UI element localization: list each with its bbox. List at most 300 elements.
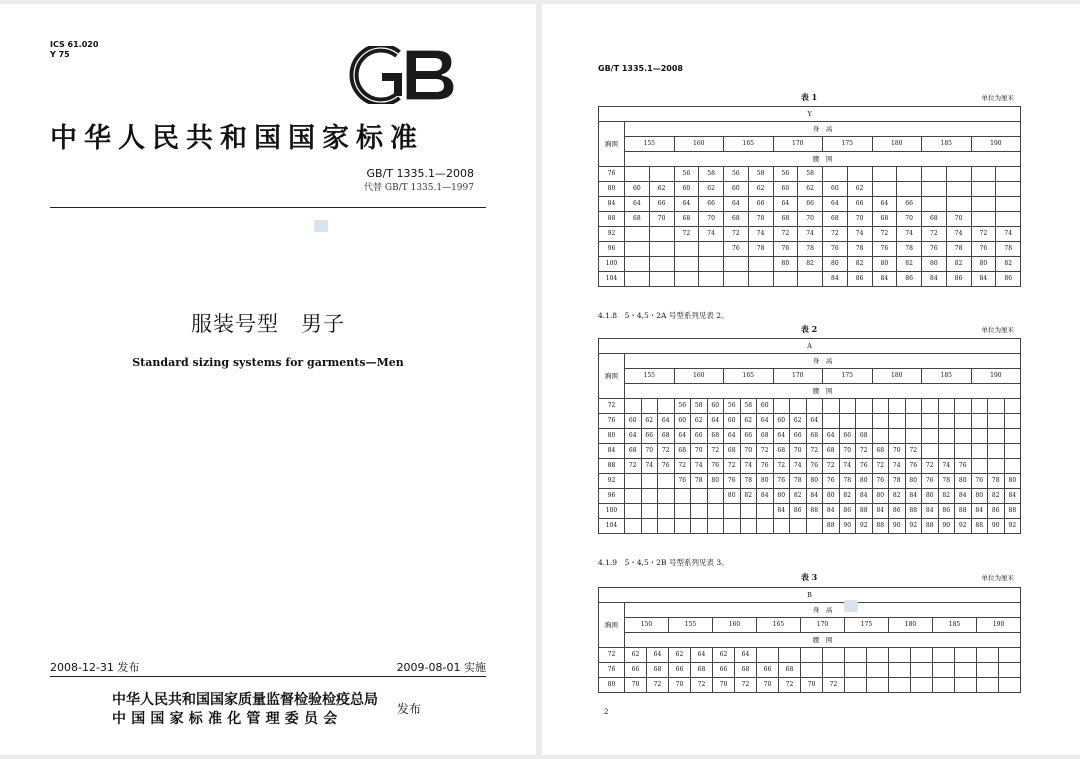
waist-value <box>946 182 971 197</box>
implementation-date: 2009-08-01 实施 <box>396 661 486 674</box>
standard-number: GB/T 1335.1—2008 <box>366 167 474 180</box>
table-2-caption <box>598 324 1020 336</box>
waist-value <box>674 257 699 272</box>
waist-value: 78 <box>988 474 1005 489</box>
waist-value <box>707 489 724 504</box>
waist-value: 68 <box>674 444 691 459</box>
height-value: 155 <box>625 369 675 384</box>
waist-value <box>1004 399 1021 414</box>
size-table-a <box>598 338 1021 534</box>
chest-value: 72 <box>599 399 625 414</box>
waist-value: 64 <box>724 429 741 444</box>
height-value: 155 <box>669 618 713 633</box>
gb-logo-icon <box>348 46 460 104</box>
height-value: 175 <box>845 618 889 633</box>
waist-value <box>971 399 988 414</box>
waist-value: 86 <box>889 504 906 519</box>
issue-word: 发布 <box>397 702 422 716</box>
waist-value: 80 <box>922 489 939 504</box>
standard-name-en: Standard sizing systems for garments—Men <box>132 356 404 369</box>
waist-value: 62 <box>798 182 823 197</box>
waist-value <box>674 242 699 257</box>
waist-value <box>658 489 675 504</box>
height-value: 150 <box>625 618 669 633</box>
chest-value: 88 <box>599 212 625 227</box>
table-row <box>599 519 1021 534</box>
chest-value: 92 <box>599 474 625 489</box>
waist-value: 74 <box>798 227 823 242</box>
waist-value: 70 <box>748 212 773 227</box>
waist-value: 68 <box>773 212 798 227</box>
running-header: GB/T 1335.1—2008 <box>598 64 683 73</box>
waist-value: 84 <box>971 504 988 519</box>
waist-value: 86 <box>938 504 955 519</box>
table-row <box>599 504 1021 519</box>
classification-codes <box>50 40 98 60</box>
waist-value: 64 <box>773 429 790 444</box>
waist-value: 76 <box>773 474 790 489</box>
waist-value: 88 <box>806 504 823 519</box>
waist-value: 76 <box>905 459 922 474</box>
waist-value: 66 <box>649 197 674 212</box>
waist-value: 68 <box>625 212 650 227</box>
waist-value: 70 <box>699 212 724 227</box>
waist-value: 80 <box>823 489 840 504</box>
waist-value: 88 <box>922 519 939 534</box>
waist-value <box>889 414 906 429</box>
waist-value <box>757 648 779 663</box>
table-row <box>599 444 1021 459</box>
waist-value: 62 <box>699 182 724 197</box>
chest-value: 104 <box>599 519 625 534</box>
height-value: 160 <box>713 618 757 633</box>
waist-value: 56 <box>724 167 749 182</box>
waist-value: 70 <box>669 678 691 693</box>
chest-value: 76 <box>599 414 625 429</box>
inner-page <box>542 4 1080 755</box>
waist-value: 72 <box>724 459 741 474</box>
waist-value <box>773 519 790 534</box>
waist-value: 74 <box>938 459 955 474</box>
waist-value: 84 <box>955 489 972 504</box>
waist-value <box>691 489 708 504</box>
waist-value: 76 <box>922 242 947 257</box>
waist-value: 72 <box>856 444 873 459</box>
waist-value: 86 <box>996 272 1021 287</box>
waist-value: 58 <box>798 167 823 182</box>
waist-value: 70 <box>790 444 807 459</box>
waist-value <box>946 167 971 182</box>
waist-value: 68 <box>806 429 823 444</box>
waist-value: 82 <box>946 257 971 272</box>
waist-value: 76 <box>823 474 840 489</box>
waist-value: 84 <box>856 489 873 504</box>
waist-value: 68 <box>872 212 897 227</box>
waist-value <box>999 678 1021 693</box>
waist-value: 76 <box>872 242 897 257</box>
waist-value: 72 <box>674 227 699 242</box>
waist-value: 88 <box>905 504 922 519</box>
waist-value <box>625 167 650 182</box>
waist-value: 68 <box>823 212 848 227</box>
waist-value: 72 <box>724 227 749 242</box>
height-value: 180 <box>889 618 933 633</box>
waist-value: 90 <box>988 519 1005 534</box>
waist-value: 70 <box>801 678 823 693</box>
height-value: 170 <box>801 618 845 633</box>
waist-value: 58 <box>691 399 708 414</box>
table-row <box>599 257 1021 272</box>
waist-value: 70 <box>740 444 757 459</box>
waist-value <box>889 648 911 663</box>
waist-value: 88 <box>823 519 840 534</box>
height-value: 165 <box>757 618 801 633</box>
waist-value: 80 <box>806 474 823 489</box>
waist-value: 76 <box>724 242 749 257</box>
waist-value: 80 <box>856 474 873 489</box>
waist-value: 68 <box>724 444 741 459</box>
waist-value: 74 <box>691 459 708 474</box>
waist-value: 82 <box>889 489 906 504</box>
waist-value: 88 <box>856 504 873 519</box>
waist-value <box>740 504 757 519</box>
waist-value <box>911 663 933 678</box>
waist-value <box>933 678 955 693</box>
waist-value <box>658 474 675 489</box>
waist-value <box>996 167 1021 182</box>
waist-value: 60 <box>724 182 749 197</box>
height-header: 身 高 <box>625 354 1021 369</box>
waist-value: 76 <box>955 459 972 474</box>
waist-value: 74 <box>946 227 971 242</box>
waist-value: 80 <box>773 257 798 272</box>
waist-value <box>649 227 674 242</box>
waist-value: 72 <box>773 459 790 474</box>
waist-value: 70 <box>691 444 708 459</box>
table-row <box>599 167 1021 182</box>
waist-value: 64 <box>872 197 897 212</box>
waist-value <box>999 648 1021 663</box>
waist-value: 64 <box>625 197 650 212</box>
waist-value: 68 <box>658 429 675 444</box>
waist-value: 92 <box>955 519 972 534</box>
waist-value: 64 <box>625 429 642 444</box>
waist-value <box>823 648 845 663</box>
waist-value <box>911 678 933 693</box>
height-header: 身 高 <box>625 122 1021 137</box>
waist-value <box>625 519 642 534</box>
waist-value: 74 <box>847 227 872 242</box>
waist-value: 58 <box>748 167 773 182</box>
waist-value: 68 <box>707 429 724 444</box>
waist-value: 84 <box>773 504 790 519</box>
waist-value <box>707 519 724 534</box>
waist-value: 62 <box>649 182 674 197</box>
waist-label-row <box>599 152 1021 167</box>
waist-value <box>856 399 873 414</box>
waist-value: 76 <box>922 474 939 489</box>
waist-value: 76 <box>971 242 996 257</box>
waist-value <box>933 663 955 678</box>
waist-value: 76 <box>674 474 691 489</box>
waist-value <box>872 399 889 414</box>
table-row <box>599 399 1021 414</box>
waist-value: 84 <box>823 272 848 287</box>
waist-value: 64 <box>674 197 699 212</box>
waist-value <box>658 519 675 534</box>
waist-value: 72 <box>691 678 713 693</box>
replaces-note: 代替 GB/T 1335.1—1997 <box>364 183 474 193</box>
waist-value: 72 <box>823 227 848 242</box>
waist-value <box>625 272 650 287</box>
waist-value: 66 <box>641 429 658 444</box>
waist-value <box>699 242 724 257</box>
waist-value: 80 <box>872 257 897 272</box>
waist-value <box>889 678 911 693</box>
table-1-title: 表 1 <box>800 92 818 102</box>
chest-value: 80 <box>599 429 625 444</box>
waist-value: 60 <box>773 182 798 197</box>
waist-value <box>674 519 691 534</box>
waist-value: 64 <box>773 197 798 212</box>
height-value: 185 <box>922 137 972 152</box>
waist-value: 70 <box>641 444 658 459</box>
waist-value: 90 <box>938 519 955 534</box>
waist-value <box>922 167 947 182</box>
waist-value: 92 <box>905 519 922 534</box>
waist-value <box>922 414 939 429</box>
standard-category-title: 中华人民共和国国家标准 <box>50 123 424 154</box>
waist-value: 72 <box>707 444 724 459</box>
issuer-line-1: 中华人民共和国国家质量监督检验检疫总局 <box>112 692 378 708</box>
waist-value: 92 <box>856 519 873 534</box>
waist-value <box>922 399 939 414</box>
waist-value <box>922 182 947 197</box>
waist-value <box>674 489 691 504</box>
waist-value: 76 <box>872 474 889 489</box>
waist-value <box>1004 414 1021 429</box>
waist-value <box>757 504 774 519</box>
table-2-title: 表 2 <box>800 324 818 334</box>
chest-value: 96 <box>599 489 625 504</box>
waist-value <box>748 272 773 287</box>
waist-value: 84 <box>806 489 823 504</box>
waist-value <box>649 272 674 287</box>
waist-value <box>938 414 955 429</box>
table-row <box>599 429 1021 444</box>
waist-value: 72 <box>779 678 801 693</box>
waist-value: 80 <box>955 474 972 489</box>
waist-value <box>971 414 988 429</box>
waist-value <box>707 504 724 519</box>
waist-header: 腰 围 <box>625 384 1021 399</box>
waist-value: 66 <box>691 429 708 444</box>
waist-value: 80 <box>971 489 988 504</box>
waist-value: 62 <box>790 414 807 429</box>
height-value: 160 <box>674 137 724 152</box>
waist-value <box>955 429 972 444</box>
waist-value: 80 <box>1004 474 1021 489</box>
waist-value: 80 <box>922 257 947 272</box>
waist-value <box>971 212 996 227</box>
waist-value: 76 <box>773 242 798 257</box>
waist-value: 62 <box>847 182 872 197</box>
waist-value <box>823 663 845 678</box>
waist-value: 86 <box>946 272 971 287</box>
size-table-b <box>598 587 1021 693</box>
waist-value: 72 <box>872 459 889 474</box>
heights-row <box>599 618 1021 633</box>
waist-value <box>971 459 988 474</box>
waist-value: 88 <box>1004 504 1021 519</box>
table-1-caption <box>598 92 1020 104</box>
waist-value <box>938 444 955 459</box>
waist-value <box>724 519 741 534</box>
waist-value: 84 <box>872 272 897 287</box>
chest-header: 胸围 <box>599 603 625 648</box>
table-3-unit: 单位为厘米 <box>981 574 1014 582</box>
waist-value <box>625 242 650 257</box>
waist-value <box>922 429 939 444</box>
chest-value: 84 <box>599 444 625 459</box>
waist-value: 80 <box>905 474 922 489</box>
waist-value: 72 <box>674 459 691 474</box>
clause-4-1-9: 4.1.9 5・4,5・2B 号型系列见表 3。 <box>598 558 729 567</box>
chest-value: 76 <box>599 167 625 182</box>
waist-value: 64 <box>757 414 774 429</box>
waist-value <box>988 429 1005 444</box>
waist-value: 66 <box>897 197 922 212</box>
waist-value <box>1004 429 1021 444</box>
waist-value <box>798 272 823 287</box>
waist-value <box>946 197 971 212</box>
waist-value <box>839 399 856 414</box>
waist-value <box>773 399 790 414</box>
waist-value: 74 <box>748 227 773 242</box>
table-row <box>599 197 1021 212</box>
waist-value: 86 <box>839 504 856 519</box>
waist-value <box>845 648 867 663</box>
waist-value: 70 <box>889 444 906 459</box>
waist-value <box>845 663 867 678</box>
waist-value: 82 <box>996 257 1021 272</box>
waist-value: 82 <box>740 489 757 504</box>
waist-value: 76 <box>658 459 675 474</box>
height-label-row <box>599 354 1021 369</box>
height-value: 160 <box>674 369 724 384</box>
waist-value <box>823 414 840 429</box>
waist-value: 68 <box>779 663 801 678</box>
waist-value: 60 <box>625 414 642 429</box>
waist-value <box>889 663 911 678</box>
waist-label-row <box>599 633 1021 648</box>
table-row <box>599 459 1021 474</box>
waist-value: 72 <box>658 444 675 459</box>
waist-value: 66 <box>748 197 773 212</box>
waist-value: 68 <box>691 663 713 678</box>
body-type-label: Y <box>599 107 1021 122</box>
height-value: 185 <box>933 618 977 633</box>
waist-value: 74 <box>996 227 1021 242</box>
waist-value <box>971 444 988 459</box>
waist-value <box>691 504 708 519</box>
waist-value <box>988 459 1005 474</box>
height-value: 180 <box>872 369 922 384</box>
waist-value <box>625 257 650 272</box>
waist-value: 74 <box>641 459 658 474</box>
table-row <box>599 212 1021 227</box>
waist-value: 84 <box>971 272 996 287</box>
chest-value: 100 <box>599 257 625 272</box>
waist-value: 76 <box>707 459 724 474</box>
waist-value: 72 <box>647 678 669 693</box>
table-row <box>599 663 1021 678</box>
waist-value: 78 <box>897 242 922 257</box>
waist-value <box>955 663 977 678</box>
ccs-code: Y 75 <box>50 50 70 59</box>
waist-value: 72 <box>823 678 845 693</box>
issue-date: 2008-12-31 发布 <box>50 661 140 674</box>
waist-value: 70 <box>897 212 922 227</box>
waist-value <box>845 678 867 693</box>
waist-value <box>641 489 658 504</box>
waist-value: 82 <box>847 257 872 272</box>
waist-value: 68 <box>674 212 699 227</box>
chest-value: 80 <box>599 182 625 197</box>
waist-value: 64 <box>647 648 669 663</box>
waist-value <box>911 648 933 663</box>
waist-value: 76 <box>757 459 774 474</box>
waist-value: 78 <box>748 242 773 257</box>
waist-value: 72 <box>757 444 774 459</box>
height-value: 170 <box>773 369 823 384</box>
waist-value: 84 <box>1004 489 1021 504</box>
waist-value: 92 <box>1004 519 1021 534</box>
waist-value <box>977 678 999 693</box>
waist-value <box>790 519 807 534</box>
waist-value: 84 <box>823 504 840 519</box>
waist-value: 70 <box>757 678 779 693</box>
waist-value <box>955 648 977 663</box>
waist-label-row <box>599 384 1021 399</box>
chest-value: 84 <box>599 197 625 212</box>
height-value: 180 <box>872 137 922 152</box>
waist-value: 80 <box>971 257 996 272</box>
waist-value: 86 <box>988 504 1005 519</box>
chest-value: 88 <box>599 459 625 474</box>
waist-value: 72 <box>872 227 897 242</box>
waist-value <box>905 429 922 444</box>
waist-value: 84 <box>922 504 939 519</box>
height-value: 190 <box>977 618 1021 633</box>
waist-value: 62 <box>641 414 658 429</box>
table-3-caption <box>598 572 1020 584</box>
waist-value: 66 <box>790 429 807 444</box>
height-value: 185 <box>922 369 972 384</box>
waist-value: 64 <box>806 414 823 429</box>
waist-value: 78 <box>938 474 955 489</box>
height-value: 155 <box>625 137 675 152</box>
waist-value: 76 <box>856 459 873 474</box>
standard-name-cn: 服装号型 男子 <box>191 312 345 336</box>
waist-value: 66 <box>839 429 856 444</box>
waist-value: 90 <box>889 519 906 534</box>
height-value: 165 <box>724 369 774 384</box>
chest-value: 80 <box>599 678 625 693</box>
waist-value: 68 <box>724 212 749 227</box>
waist-value: 68 <box>773 444 790 459</box>
waist-value: 64 <box>823 429 840 444</box>
